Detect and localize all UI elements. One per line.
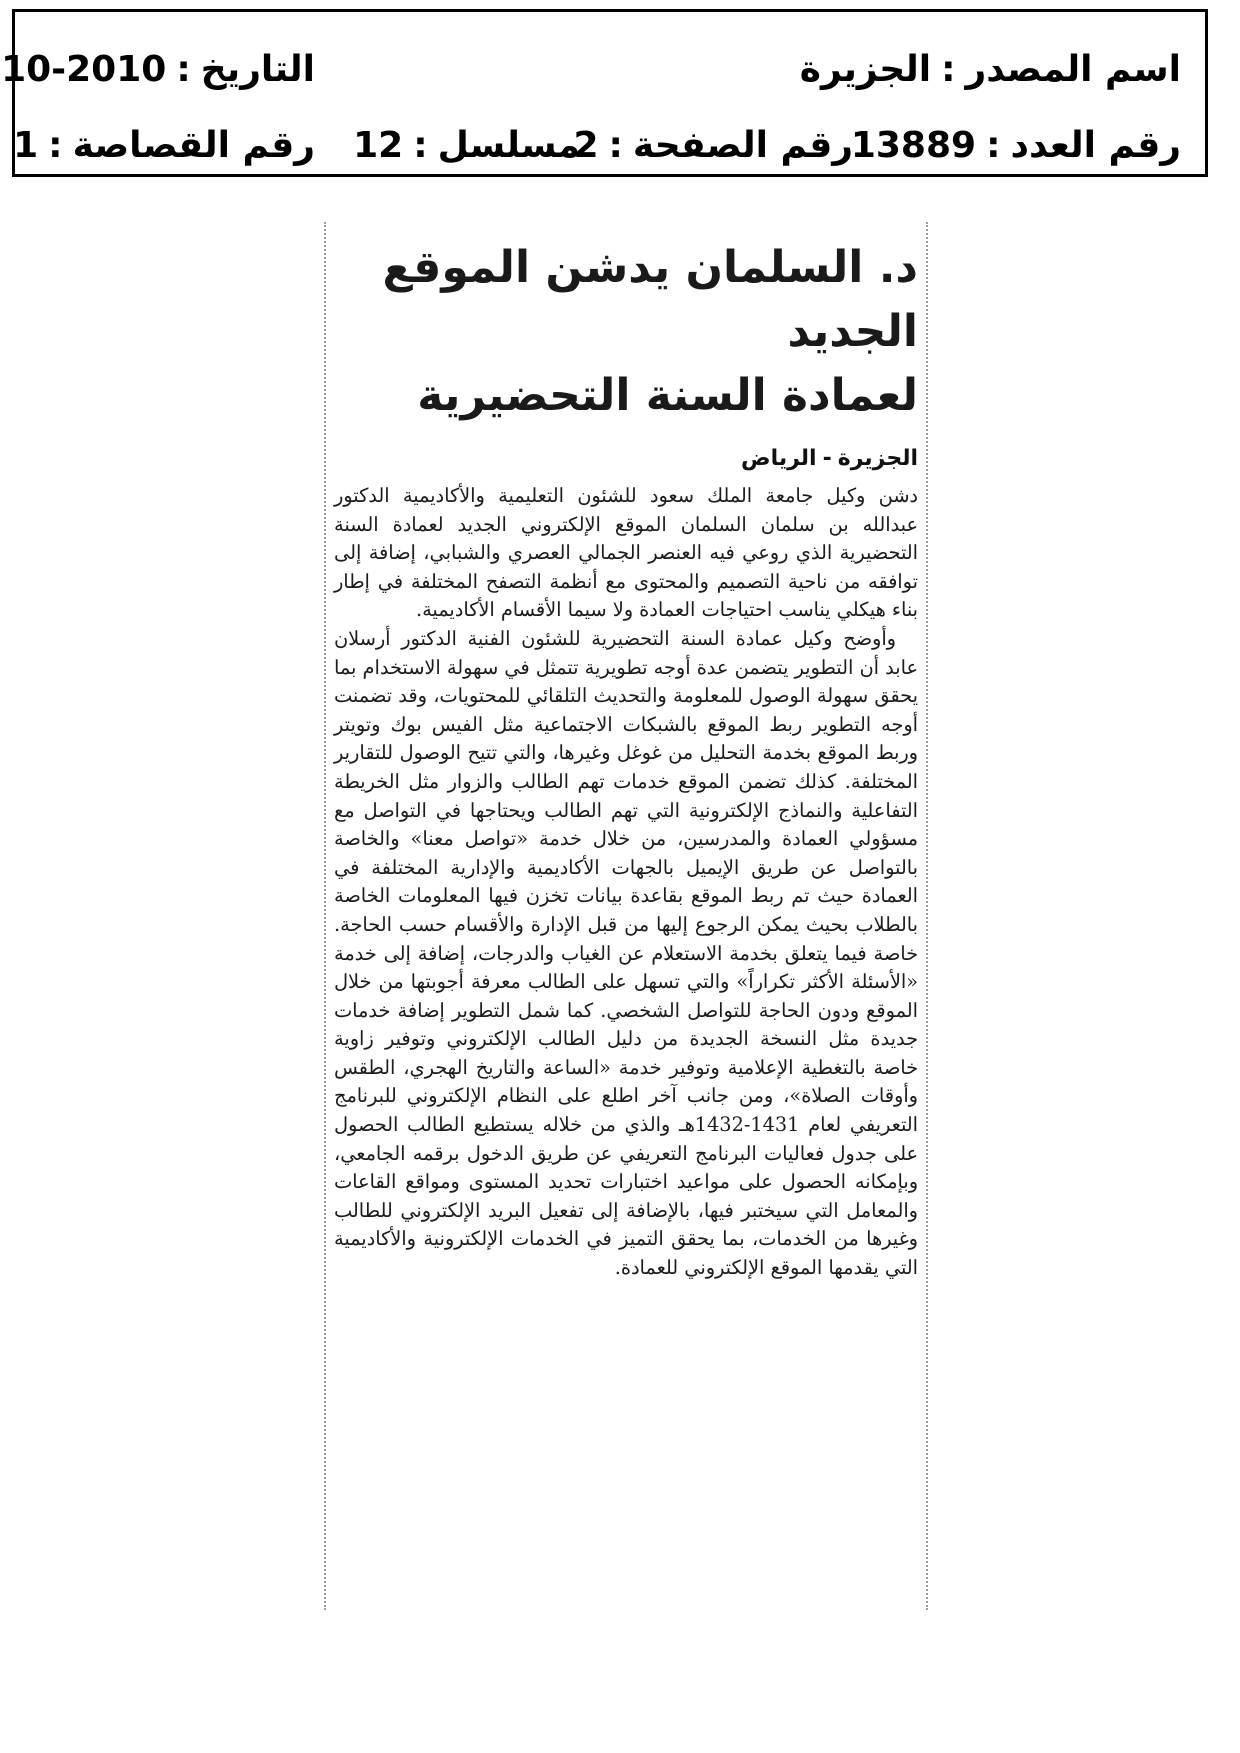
clip-separator: : [48, 125, 63, 166]
clip-label: رقم القصاصة [72, 125, 315, 166]
issue-field [851, 116, 1181, 176]
serial-field [353, 116, 580, 176]
date-value: 2010-10 [1, 49, 167, 90]
page-label: رقم الصفحة [632, 125, 853, 166]
headline-line-1: د. السلمان يدشن الموقع الجديد [382, 242, 918, 357]
article-body [334, 482, 918, 1283]
article-paragraph-1: دشن وكيل جامعة الملك سعود للشئون التعليمية والأكاديمية الدكتور عبدالله بن سلمان السلمان الموقع الإلكتروني الجديد لعمادة السنة التحضيرية الذي روعي فيه العنصر الجمالي العصري والشبابي، إضافة إلى توافقه من ناحية التصميم والمحتوى مع أنظمة التصفح المختلفة في إطار بناء هيكلي يناسب احتياجات العمادة ولا سيما الأقسام الأكاديمية. [334, 484, 918, 622]
source-label: اسم المصدر [965, 49, 1181, 90]
serial-value: 12 [353, 125, 404, 166]
source-separator: : [941, 49, 956, 90]
source-value: الجزيرة [799, 49, 932, 90]
header-row-2 [15, 116, 1205, 176]
source-field [800, 40, 1181, 100]
page-value: 2 [573, 125, 599, 166]
issue-value: 13889 [850, 125, 977, 166]
serial-label: مسلسل [437, 125, 580, 166]
article-headline [334, 236, 918, 428]
clip-field [13, 116, 315, 176]
issue-label: رقم العدد [1010, 125, 1181, 166]
date-field [0, 40, 315, 100]
dateline-city: الرياض [740, 446, 817, 471]
article-dateline [334, 442, 918, 476]
date-separator: : [176, 49, 191, 90]
article-paragraph-2: وأوضح وكيل عمادة السنة التحضيرية للشئون الفنية الدكتور أرسلان عابد أن التطوير يتضمن عدة أوجه تطويرية تتمثل في سهولة الاستخدام بما يحقق سهولة الوصول للمعلومة والتحديث التلقائي للمحتويات، وقد تضمنت أوجه التطوير ربط الموقع بالشبكات الاجتماعية مثل الفيس بوك وتويتر وربط الموقع بخدمة التحليل من غوغل وغيرها، والتي تتيح الوصول للتقارير المختلفة. كذلك تضمن الموقع خدمات تهم الطالب والزوار مثل الخريطة التفاعلية والنماذج الإلكترونية التي تهم الطالب ويحتاجها في التواصل مع مسؤولي العمادة والمدرسين، من خلال خدمة «تواصل معنا» والخاصة بالتواصل عن طريق الإيميل بالجهات الأكاديمية والإدارية المختلفة في العمادة حيث تم ربط الموقع بقاعدة بيانات تخزن فيها المعلومات الخاصة بالطلاب بحيث يمكن الرجوع إليها من قبل الإدارة والأقسام حسب الحاجة. خاصة فيما يتعلق بخدمة الاستعلام عن الغياب والدرجات، إضافة إلى خدمة «الأسئلة الأكثر تكراراً» والتي تسهل على الطالب معرفة أجوبتها من خلال الموقع ودون الحاجة للتواصل الشخصي. كما شمل التطوير إضافة خدمات جديدة مثل النسخة الجديدة من دليل الطالب الإلكتروني وتوفير زاوية خاصة بالتغطية الإعلامية وتوفير خدمة «الساعة والتاريخ الهجري، الطقس وأوقات الصلاة»، ومن جانب آخر اطلع على النظام الإلكتروني للبرنامج التعريفي لعام 1431-1432هـ والذي من خلاله يستطيع الطالب الحصول على جدول فعاليات البرنامج التعريفي عن طريق الدخول برقمه الجامعي، وبإمكانه الحصول على مواعيد اختبارات تحديد المستوى ومواقع القاعات والمعامل التي سيختبر فيها، بالإضافة إلى تفعيل البريد الإلكتروني للطالب وغيرها من الخدمات، بما يحقق التميز في الخدمات الإلكترونية والأكاديمية التي يقدمها الموقع الإلكتروني للعمادة. [334, 626, 918, 1280]
page-separator: : [608, 125, 623, 166]
column-rule-left [324, 222, 326, 1610]
date-label: التاريخ [200, 49, 315, 90]
clipping-header [1, 9, 1208, 177]
serial-separator: : [413, 125, 428, 166]
headline-line-2: لعمادة السنة التحضيرية [417, 370, 918, 421]
article-column [330, 222, 922, 1610]
clip-value: 1 [13, 125, 39, 166]
page-field [573, 116, 853, 176]
header-row-1 [1, 40, 1205, 100]
dateline-separator: - [822, 446, 832, 471]
issue-separator: : [986, 125, 1001, 166]
column-rule-right [926, 222, 928, 1610]
dateline-source: الجزيرة [837, 446, 918, 471]
